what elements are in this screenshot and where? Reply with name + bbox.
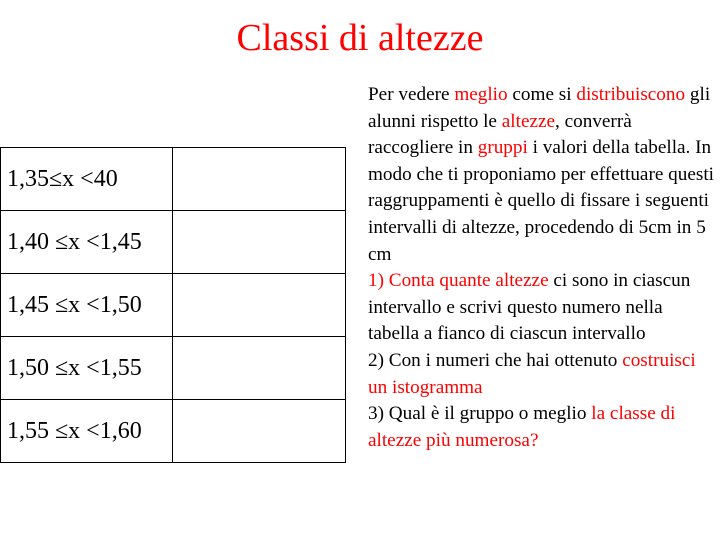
text-segment: gli alunni rispetto le [368,84,711,132]
text-segment: , converrà raccogliere in [368,110,632,159]
class-interval-label: 1,45 ≤x <1,50 [1,274,173,337]
class-count-cell[interactable] [172,211,345,274]
highlight-text: 1) Conta quante altezze [368,270,549,292]
table-row [1,274,346,337]
intro-paragraph [368,82,716,268]
table-row [1,211,346,274]
text-segment: i valori della tabella. In modo che ti proponiamo per effettuare questi raggruppamenti è quello di fissare i seguenti intervalli di altezze, procedendo di 5cm in 5 cm [368,137,714,265]
highlight-text: distribuiscono [576,84,686,105]
page-title: Classi di altezze [236,17,484,59]
text-segment: ci sono in ciascun intervallo e scrivi questo numero nella tabella a fianco di ciascun intervallo [368,270,691,345]
highlight-text: meglio [454,84,508,105]
highlight-text: altezze [501,110,556,132]
class-interval-label: 1,40 ≤x <1,45 [1,211,173,274]
class-count-cell[interactable] [172,148,345,211]
highlight-text: costruisci un istogramma [368,349,696,398]
highlight-text: di altezze più numerosa? [368,403,676,451]
table-row [1,337,346,400]
class-interval-label: 1,55 ≤x <1,60 [1,400,173,463]
text-segment: come si [507,84,577,105]
highlight-text: gruppi [477,137,528,159]
height-classes-table [0,147,346,463]
class-count-cell[interactable] [172,274,345,337]
highlight-text: la classe [591,403,656,425]
instructions-text [368,82,716,454]
text-segment: Per vedere [368,84,455,105]
table-row [1,400,346,463]
class-interval-label: 1,50 ≤x <1,55 [1,337,173,400]
text-segment: 3) Qual è il gruppo o meglio [368,403,592,425]
step-1 [368,268,716,348]
class-count-cell[interactable] [172,400,345,463]
class-interval-label: 1,35≤x <40 [1,148,173,211]
class-count-cell[interactable] [172,337,345,400]
table-row [1,148,346,211]
step-2 [368,348,716,401]
step-3 [368,401,716,454]
text-segment: 2) Con i numeri che hai ottenuto [368,349,623,371]
